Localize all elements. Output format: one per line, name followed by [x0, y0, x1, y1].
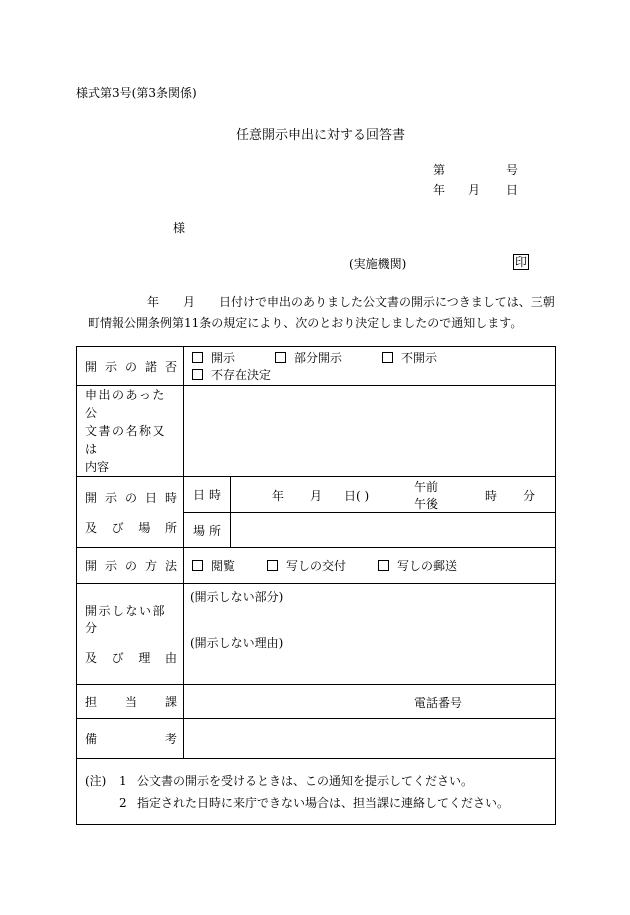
undisclosed-label: 開示しない部分 及 び 理 由 — [77, 584, 184, 685]
document-name-label: 申出のあった公 文書の名称又は 内容 — [77, 386, 184, 477]
datetime-label: 日 時 — [184, 477, 231, 513]
notes — [77, 759, 556, 825]
decision-label: 開 示 の 諾 否 — [77, 347, 184, 386]
doc-number-prefix: 第 — [433, 163, 446, 177]
checkbox-copy-mail[interactable]: 写しの郵送 — [378, 557, 457, 574]
body-line1: 日付けで申出のありました公文書の開示につきましては、三朝 — [219, 295, 555, 309]
checkbox-disclose[interactable]: 開示 — [192, 349, 235, 366]
note-item-2: 2 指定された日時に来庁できない場合は、担当課に連絡してください。 — [119, 795, 510, 810]
remarks-field[interactable] — [184, 719, 556, 759]
checkbox-inspection[interactable]: 閲覧 — [192, 557, 235, 574]
decision-options — [184, 347, 556, 386]
page-title: 任意開示申出に対する回答書 — [236, 128, 406, 143]
agency-label: (実施機関) — [349, 257, 407, 271]
checkbox-partial-disclose[interactable]: 部分開示 — [275, 349, 342, 366]
note-item-1: (注) 1 公文書の開示を受けるときは、この通知を提示してください。 — [85, 773, 474, 788]
checkbox-non-disclose[interactable]: 不開示 — [382, 349, 437, 366]
row-undisclosed — [77, 584, 556, 685]
response-form-table — [76, 346, 556, 825]
row-document-name — [77, 386, 556, 477]
row-decision — [77, 347, 556, 386]
recipient-suffix: 様 — [173, 221, 186, 235]
row-notes — [77, 759, 556, 825]
row-remarks — [77, 719, 556, 759]
date-month: 月 — [468, 183, 481, 197]
datetime-field[interactable]: 年 月 日( ) 午前 午後 時 分 — [231, 477, 556, 513]
form-number: 様式第3号(第3条関係) — [76, 86, 197, 100]
body-year: 年 — [147, 295, 160, 309]
row-department — [77, 685, 556, 719]
place-field[interactable] — [231, 513, 556, 548]
doc-number-suffix: 号 — [506, 163, 519, 177]
method-options — [184, 548, 556, 584]
remarks-label: 備 考 — [77, 719, 184, 759]
place-label: 場 所 — [184, 513, 231, 548]
checkbox-nonexistent[interactable]: 不存在決定 — [192, 366, 271, 383]
seal-mark: 印 — [515, 255, 528, 269]
date-year: 年 — [433, 183, 446, 197]
department-field[interactable] — [184, 685, 556, 719]
schedule-label: 開 示 の 日 時 及 び 場 所 — [77, 477, 184, 548]
undisclosed-field[interactable]: (開示しない部分) (開示しない理由) — [184, 584, 556, 685]
row-datetime — [77, 477, 556, 513]
phone-label: 電話番号 — [414, 696, 463, 710]
department-label: 担 当 課 — [77, 685, 184, 719]
checkbox-copy-delivery[interactable]: 写しの交付 — [267, 557, 346, 574]
body-month: 月 — [183, 295, 196, 309]
date-day: 日 — [506, 183, 519, 197]
row-method — [77, 548, 556, 584]
body-line2: 町情報公開条例第11条の規定により、次のとおり決定しましたので通知します。 — [88, 316, 523, 330]
method-label: 開 示 の 方 法 — [77, 548, 184, 584]
document-name-field[interactable] — [184, 386, 556, 477]
